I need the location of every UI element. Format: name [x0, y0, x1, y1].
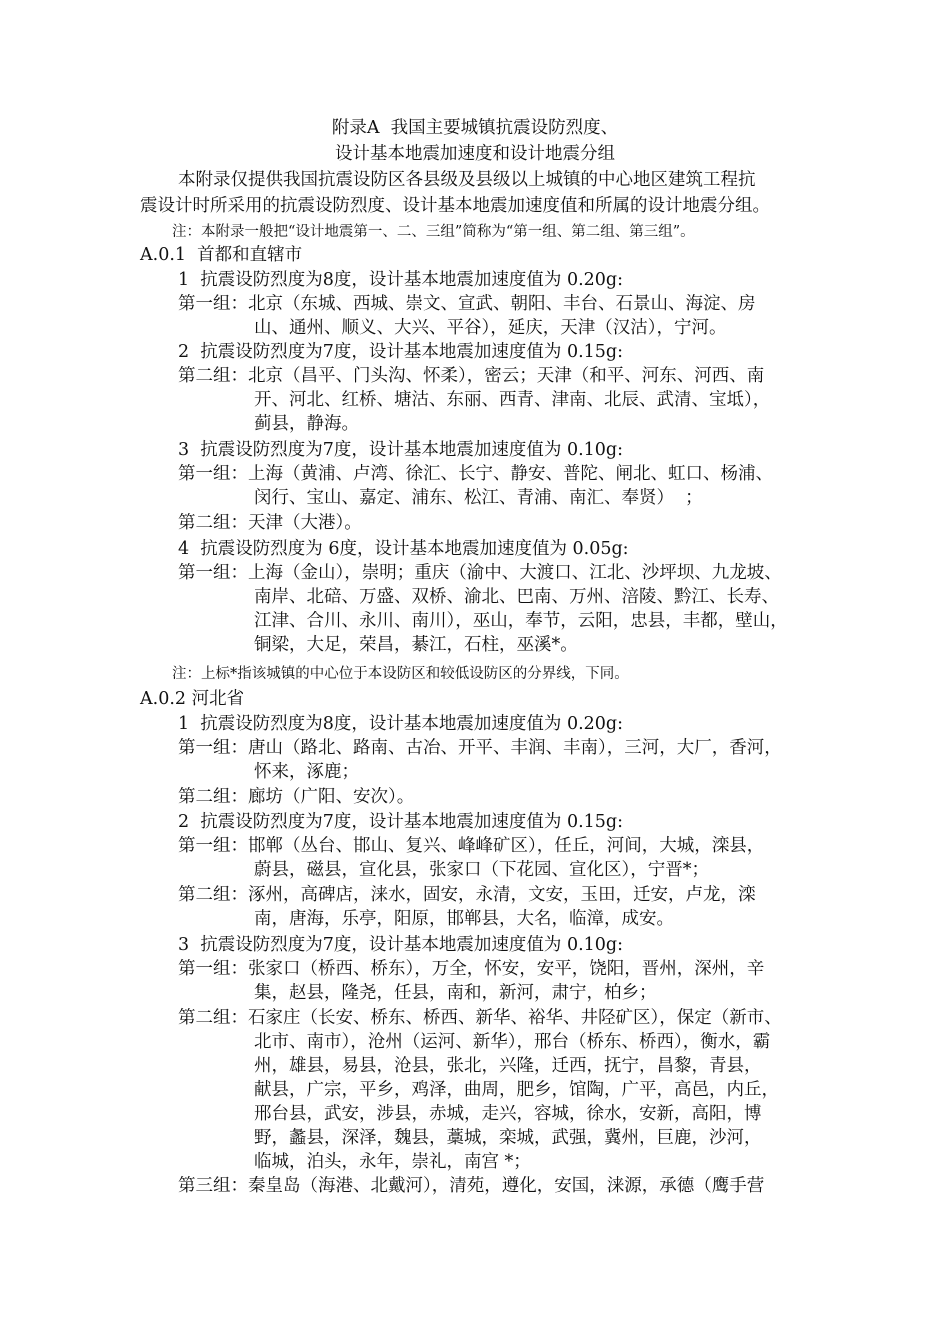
section-note: 注：上标*指该城镇的中心位于本设防区和较低设防区的分界线，下同。 — [172, 666, 629, 682]
intro-paragraph-line-2: 震设计时所采用的抗震设防烈度、设计基本地震加速度值和所属的设计地震分组。 — [140, 196, 770, 216]
group-line-continued: 江津、合川、永川、南川），巫山，奉节，云阳，忠县，丰都，壁山， — [254, 611, 788, 631]
section-heading-a01: A.0.1 首都和直辖市 — [140, 245, 303, 265]
appendix-title-line-1: 附录A 我国主要城镇抗震设防烈度、 — [331, 118, 619, 138]
group-line-continued: 山、通州、顺义、大兴、平谷），延庆，天津（汉沽），宁河。 — [254, 318, 727, 338]
intensity-item: 4 抗震设防烈度为 6度，设计基本地震加速度值为 0.05g: — [178, 539, 629, 559]
group-line: 第一组：上海（黄浦、卢湾、徐汇、长宁、静安、普陀、闸北、虹口、杨浦、 — [178, 464, 773, 484]
section-heading-a02: A.0.2 河北省 — [140, 689, 245, 709]
group-line: 第三组：秦皇岛（海港、北戴河），清苑，遵化，安国，涞源，承德（鹰手营 — [178, 1176, 765, 1196]
group-line: 第一组：上海（金山），崇明；重庆（渝中、大渡口、江北、沙坪坝、九龙坡、 — [178, 563, 782, 583]
group-line-continued: 北市、南市），沧州（运河、新华），邢台（桥东、桥西），衡水，霸 — [254, 1032, 771, 1052]
intro-paragraph-line-1: 本附录仅提供我国抗震设防区各县级及县级以上城镇的中心地区建筑工程抗 — [178, 170, 756, 190]
group-line-continued: 南，唐海，乐亭，阳原，邯郸县，大名，临漳，成安。 — [254, 909, 674, 929]
group-line: 第二组：石家庄（长安、桥东、桥西、新华、裕华、井陉矿区），保定（新市、 — [178, 1008, 782, 1028]
group-line-continued: 南岸、北碚、万盛、双桥、渝北、巴南、万州、涪陵、黔江、长寿、 — [254, 587, 779, 607]
group-line: 第一组：唐山（路北、路南、古冶、开平、丰润、丰南），三河，大厂，香河， — [178, 738, 782, 758]
group-line-continued: 州，雄县，易县，沧县，张北，兴隆，迁西，抚宁，昌黎，青县， — [254, 1056, 762, 1076]
group-line-continued: 邢台县，武安，涉县，赤城，走兴，容城，徐水，安新，高阳，博 — [254, 1104, 762, 1124]
group-line: 第二组：涿州，高碑店，涞水，固安，永清，文安，玉田，迁安，卢龙，滦 — [178, 885, 756, 905]
intro-note: 注：本附录一般把“设计地震第一、二、三组”简称为“第一组、第二组、第三组”。 — [172, 224, 695, 240]
group-line-continued: 蓟县，静海。 — [254, 414, 359, 434]
group-line: 第一组：邯郸（丛台、邯山、复兴、峰峰矿区），任丘，河间，大城，滦县， — [178, 836, 765, 856]
group-line-continued: 蔚县，磁县，宣化县，张家口（下花园、宣化区），宁晋*； — [254, 860, 709, 880]
group-line-continued: 野，蠡县，深泽，魏县，藁城，栾城，武强，冀州，巨鹿，沙河， — [254, 1128, 762, 1148]
group-line: 第二组：北京（昌平、门头沟、怀柔），密云；天津（和平、河东、河西、南 — [178, 366, 765, 386]
group-line: 第二组：天津（大港）。 — [178, 513, 362, 533]
group-line: 第一组：北京（东城、西城、崇文、宣武、朝阳、丰台、石景山、海淀、房 — [178, 294, 756, 314]
group-line-continued: 集，赵县，隆尧，任县，南和，新河，肃宁，柏乡； — [254, 983, 657, 1003]
intensity-item: 2 抗震设防烈度为7度，设计基本地震加速度值为 0.15g: — [178, 342, 624, 362]
group-line-continued: 铜梁，大足，荣昌，綦江，石柱，巫溪*。 — [254, 635, 578, 655]
intensity-item: 1 抗震设防烈度为8度，设计基本地震加速度值为 0.20g: — [178, 270, 624, 290]
intensity-item: 1 抗震设防烈度为8度，设计基本地震加速度值为 0.20g: — [178, 714, 624, 734]
intensity-item: 3 抗震设防烈度为7度，设计基本地震加速度值为 0.10g: — [178, 935, 624, 955]
intensity-item: 3 抗震设防烈度为7度，设计基本地震加速度值为 0.10g: — [178, 440, 624, 460]
group-line-continued: 开、河北、红桥、塘沽、东丽、西青、津南、北辰、武清、宝坻）， — [254, 390, 771, 410]
appendix-title-line-2: 设计基本地震加速度和设计地震分组 — [335, 144, 615, 164]
group-line-continued: 临城，泊头，永年，崇礼，南宫 *； — [254, 1152, 531, 1172]
intensity-item: 2 抗震设防烈度为7度，设计基本地震加速度值为 0.15g: — [178, 812, 624, 832]
group-line-continued: 闵行、宝山、嘉定、浦东、松江、青浦、南汇、奉贤） ； — [254, 488, 703, 508]
group-line-continued: 怀来，涿鹿； — [254, 762, 359, 782]
group-line: 第一组：张家口（桥西、桥东），万全，怀安，安平，饶阳，晋州，深州，辛 — [178, 959, 765, 979]
group-line-continued: 献县，广宗，平乡，鸡泽，曲周，肥乡，馆陶，广平，高邑，内丘， — [254, 1080, 779, 1100]
group-line: 第二组：廊坊（广阳、安次）。 — [178, 787, 415, 807]
